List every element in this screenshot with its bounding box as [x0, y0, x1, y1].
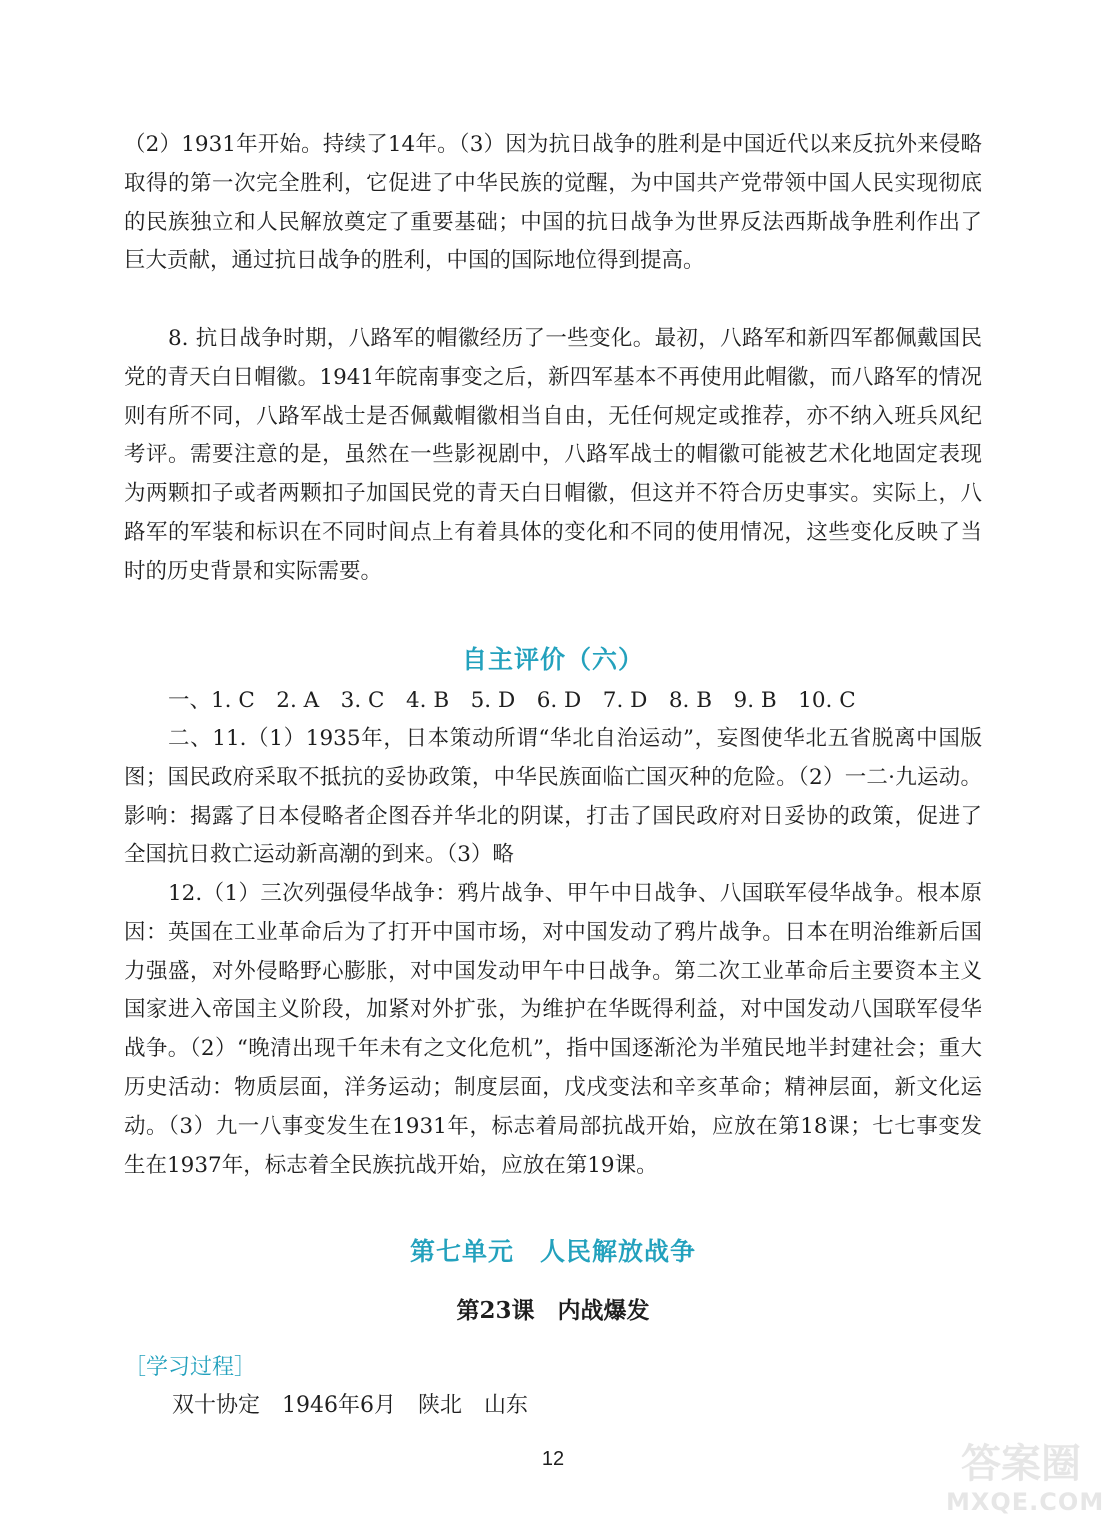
- learning-process-answers: 双十协定 1946年6月 陕北 山东: [172, 1393, 528, 1418]
- multiple-choice-answers: 一、1. C 2. A 3. C 4. B 5. D 6. D 7. D 8. B 9. B 10. C: [168, 688, 856, 713]
- page-number: 12: [541, 1448, 565, 1470]
- watermark-url: MXQE.COM: [946, 1488, 1105, 1516]
- unit-heading: 第七单元 人民解放战争: [409, 1237, 696, 1266]
- watermark-logo: [946, 1440, 1105, 1530]
- answer-paragraph-8: 8. 抗日战争时期，八路军的帽徽经历了一些变化。最初，八路军和新四军都佩戴国民党的青天白日帽徽。1941年皖南事变之后，新四军基本不再使用此帽徽，而八路军的情况则有所不同，八路军战士是否佩戴帽徽相当自由，无任何规定或推荐，亦不纳入班兵风纪考评。需要注意的是，虽然在一些影视剧中，八路军战士的帽徽可能被艺术化地固定表现为两颗扣子或者两颗扣子加国民党的青天白日帽徽，但这并不符合历史事实。实际上，八路军的军装和标识在不同时间点上有着具体的变化和不同的使用情况，这些变化反映了当时的历史背景和实际需要。: [124, 326, 982, 584]
- answer-paragraph-7-continued: （2）1931年开始。持续了14年。（3）因为抗日战争的胜利是中国近代以来反抗外来侵略取得的第一次完全胜利，它促进了中华民族的觉醒，为中国共产党带领中国人民实现彻底的民族独立和人民解放奠定了重要基础；中国的抗日战争为世界反法西斯战争胜利作出了巨大贡献，通过抗日战争的胜利，中国的国际地位得到提高。: [124, 132, 982, 274]
- lesson-title: 第23课 内战爆发: [456, 1297, 650, 1324]
- answer-paragraph-12: 12.（1）三次列强侵华战争：鸦片战争、甲午中日战争、八国联军侵华战争。根本原因：英国在工业革命后为了打开中国市场，对中国发动了鸦片战争。日本在明治维新后国力强盛，对外侵略野心膨胀，对中国发动甲午中日战争。第二次工业革命后主要资本主义国家进入帝国主义阶段，加紧对外扩张，为维护在华既得利益，对中国发动八国联军侵华战争。（2）“晚清出现千年未有之文化危机”，指中国逐渐沦为半殖民地半封建社会；重大历史活动：物质层面，洋务运动；制度层面，戊戌变法和辛亥革命；精神层面，新文化运动。（3）九一八事变发生在1931年，标志着局部抗战开始，应放在第18课；七七事变发生在1937年，标志着全民族抗战开始，应放在第19课。: [124, 881, 982, 1178]
- section-heading-self-evaluation: 自主评价（六）: [461, 645, 644, 674]
- section-tag-learning-process: ［学习过程］: [124, 1355, 257, 1380]
- answer-paragraph-11: 二、11.（1）1935年，日本策动所谓“华北自治运动”，妄图使华北五省脱离中国版图；国民政府采取不抵抗的妥协政策，中华民族面临亡国灭种的危险。（2）一二·九运动。影响：揭露了日本侵略者企图吞并华北的阴谋，打击了国民政府对日妥协的政策，促进了全国抗日救亡运动新高潮的到来。（3）略: [124, 726, 982, 868]
- watermark-mark: 答案圈: [961, 1441, 1081, 1487]
